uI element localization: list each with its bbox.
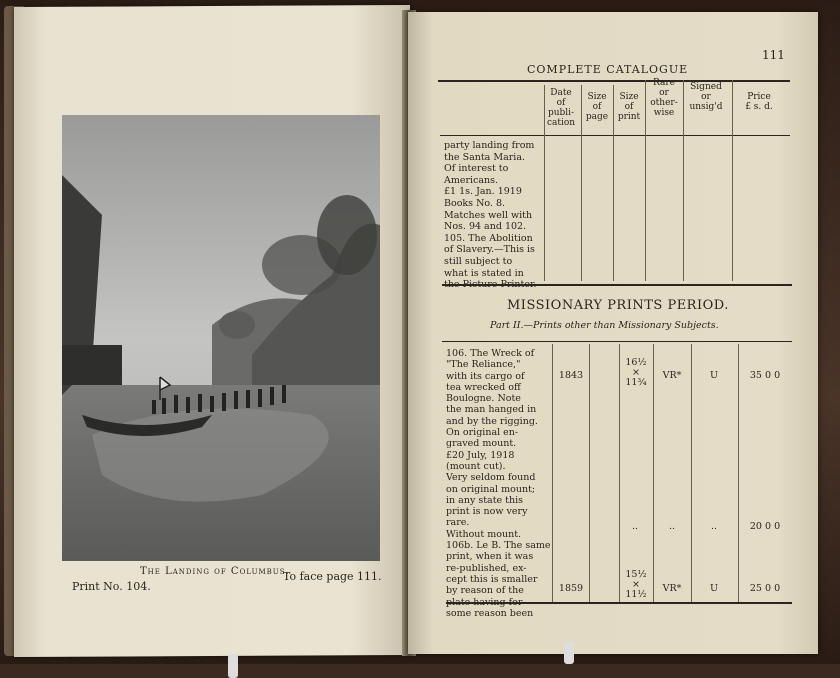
- entry-104-text: party landing from the Santa Maria. Of interest to Americans. £1 1s. Jan. 1919 Books No. 8. Matches well with Nos. 94 and 102. 105. The Abolition of Slavery.—This is still subject to what is stated in: [444, 140, 535, 279]
- divider: [691, 344, 692, 602]
- divider: [613, 85, 614, 281]
- section-title: MISSIONARY PRINTS PERIOD.: [507, 298, 729, 313]
- row3-signed: U: [709, 583, 718, 594]
- divider: [653, 344, 654, 602]
- row3-size-print: 15½ × 11½: [625, 569, 647, 600]
- divider: [589, 344, 590, 602]
- section-rule: [442, 284, 792, 286]
- col-size-print: Size of print: [617, 92, 641, 122]
- book-stand-peg: [564, 642, 574, 664]
- row2-rare: ..: [668, 521, 676, 532]
- divider: [732, 80, 733, 281]
- col-rare: Rare or other- wise: [650, 78, 678, 118]
- print-number: Print No. 104.: [72, 580, 151, 593]
- col-date: Date of publi- cation: [546, 88, 576, 128]
- col-signed: Signed or unsig'd: [689, 82, 723, 112]
- table-rule-bottom: [446, 602, 792, 604]
- col-size-page: Size of page: [585, 92, 609, 122]
- divider: [683, 80, 684, 281]
- row1-signed: U: [709, 370, 718, 381]
- landing-engraving-image: [62, 115, 380, 561]
- divider: [544, 85, 545, 281]
- plate-caption: The Landing of Columbus.: [140, 566, 290, 577]
- row2-size: ..: [631, 521, 639, 532]
- page-number: 111: [762, 48, 785, 62]
- table-rule-top: [442, 341, 792, 342]
- row2-price: 20 0 0: [749, 521, 781, 532]
- entry-106-text: 106. The Wreck of "The Reliance," with its cargo of tea wrecked off Boulogne. Note the man hanged in and by the rigging. On original en- graved mount. £20 July, 1918 (mount cut). Very seldom found on original mount; in any state this print is now very rare. Without mount. 106b. Le B. The same print, when it was re-published, ex- cept this is smaller by reason of the some reason been: [446, 348, 551, 619]
- row1-size-print: 16½ × 11¾: [625, 357, 647, 388]
- header-rule-bottom: [440, 135, 790, 136]
- col-price: Price £ s. d.: [745, 92, 773, 112]
- row3-rare: VR*: [662, 583, 682, 594]
- engraving-plate: [62, 115, 380, 561]
- to-face-page: To face page 111.: [283, 570, 382, 583]
- row1-price: 35 0 0: [749, 370, 781, 381]
- row3-date: 1859: [558, 583, 584, 594]
- row1-date: 1843: [558, 370, 584, 381]
- header-rule-top: [438, 80, 790, 82]
- row1-rare: VR*: [662, 370, 682, 381]
- divider: [645, 80, 646, 281]
- divider: [738, 344, 739, 602]
- book-stand-peg: [228, 654, 238, 678]
- running-header: COMPLETE CATALOGUE: [527, 63, 689, 76]
- row2-signed: ..: [710, 521, 718, 532]
- divider: [581, 85, 582, 281]
- divider: [552, 344, 553, 602]
- divider: [619, 344, 620, 602]
- row3-price: 25 0 0: [749, 583, 781, 594]
- section-subtitle: Part II.—Prints other than Missionary Subjects.: [490, 320, 719, 331]
